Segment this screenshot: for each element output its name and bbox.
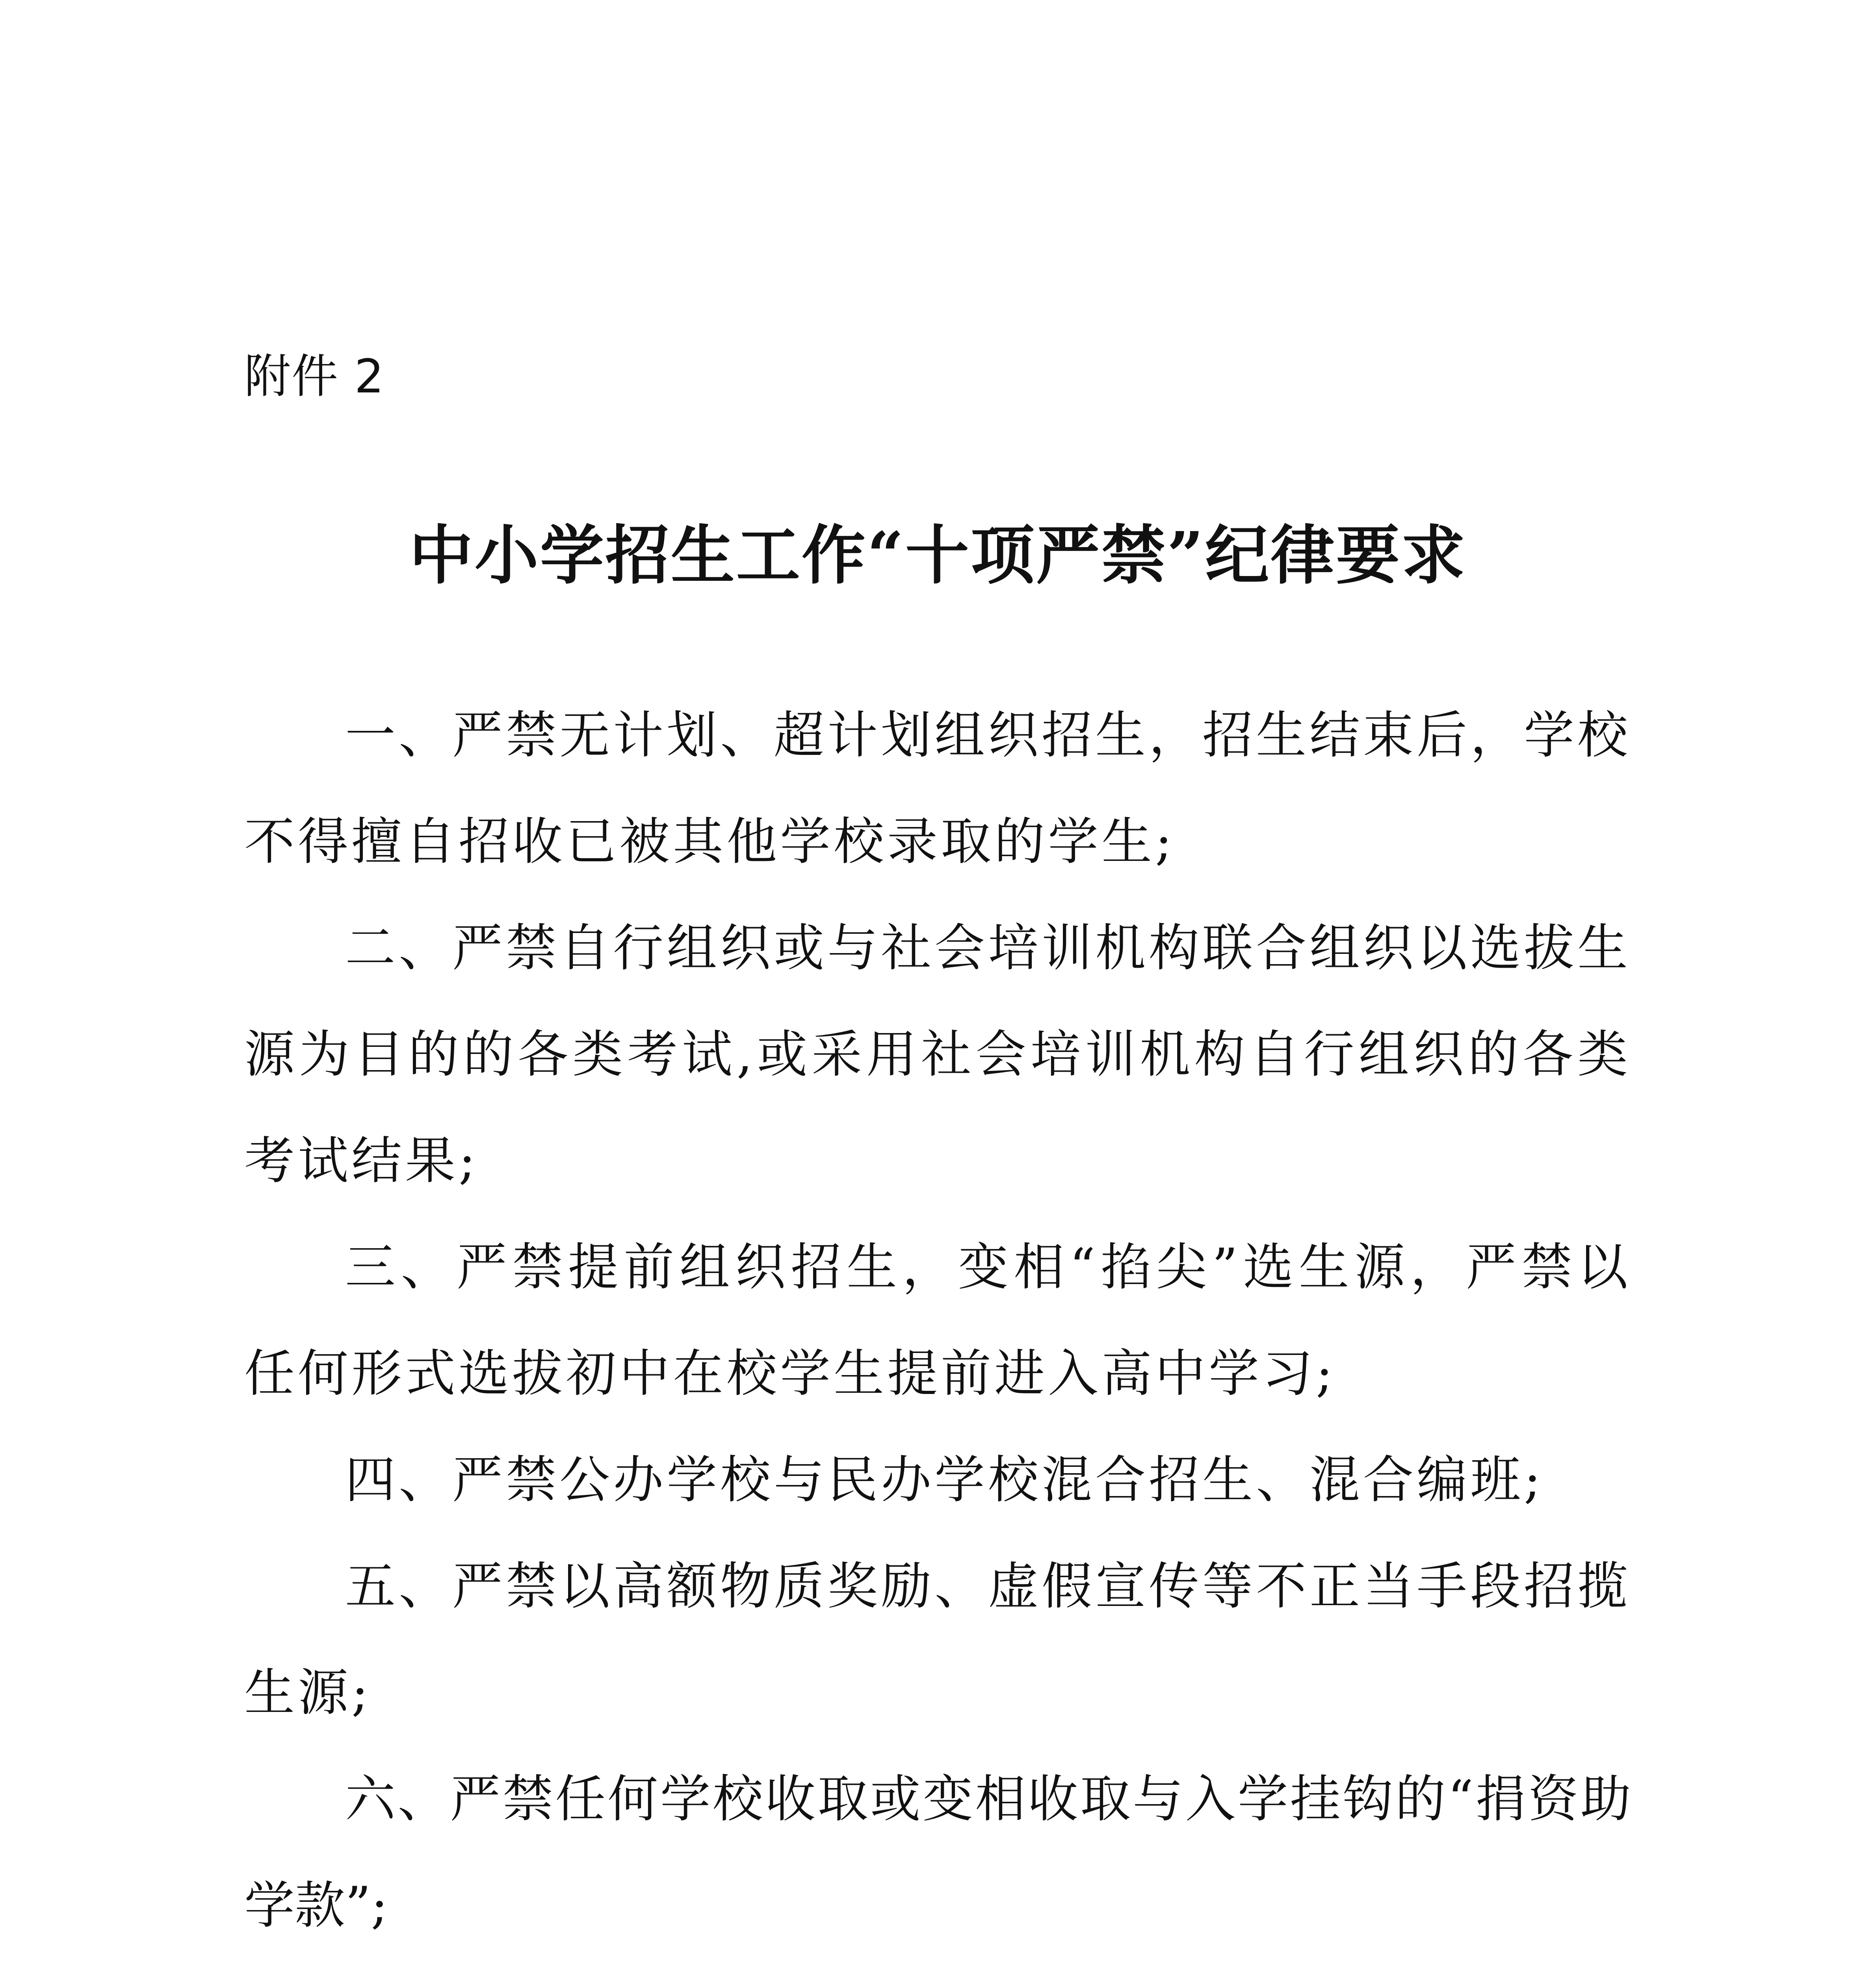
attachment-label: 附件 2 [244, 349, 385, 403]
clause-3: 三、严禁提前组织招生，变相“掐尖”选生源，严禁以任何形式选拔初中在校学生提前进入高中学习; [244, 1238, 1631, 1403]
clause-4: 四、严禁公办学校与民办学校混合招生、混合编班; [345, 1451, 1544, 1509]
clause-1: 一、严禁无计划、超计划组织招生，招生结束后，学校不得擅自招收已被其他学校录取的学生; [244, 706, 1631, 871]
clause-5: 五、严禁以高额物质奖励、虚假宣传等不正当手段招揽生源; [244, 1557, 1631, 1722]
document-title: 中小学招生工作“十项严禁”纪律要求 [409, 518, 1467, 593]
clause-2: 二、严禁自行组织或与社会培训机构联合组织以选拔生源为目的的各类考试,或采用社会培训机构自行组织的各类考试结果; [244, 919, 1631, 1190]
clause-6: 六、严禁任何学校收取或变相收取与入学挂钩的“捐资助学款”; [244, 1770, 1631, 1935]
clause-7 [244, 1959, 1631, 1970]
clause-list [244, 682, 1631, 1970]
